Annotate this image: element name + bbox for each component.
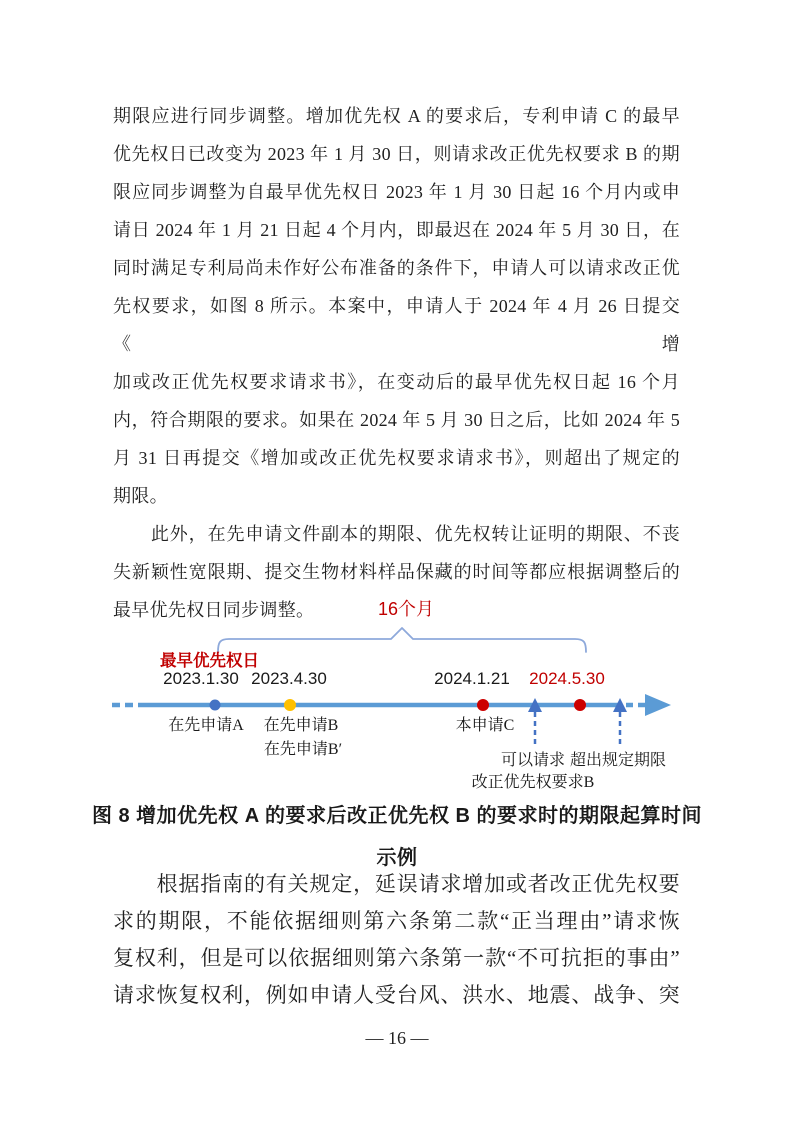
text-line: 月 31 日再提交《增加或改正优先权要求请求书》，则超出了规定的	[113, 448, 680, 468]
text-line: 失新颖性宽限期、提交生物材料样品保藏的时间等都应根据调整后的	[113, 562, 680, 582]
figure-caption-line1: 图 8 增加优先权 A 的要求后改正优先权 B 的要求时的期限起算时间	[91, 805, 703, 827]
text-line: 期限应进行同步调整。增加优先权 A 的要求后，专利申请 C 的最早	[113, 106, 680, 126]
text-line: 同时满足专利局尚未作好公布准备的条件下，申请人可以请求改正优	[113, 258, 680, 278]
text-line: 期限。	[113, 486, 168, 506]
figure-8-timeline-diagram	[0, 590, 794, 797]
text-line: 限应同步调整为自最早优先权日 2023 年 1 月 30 日起 16 个月内或申	[113, 182, 680, 202]
body-text-lower	[113, 866, 680, 1014]
duration-16-months-label: 16个月	[377, 599, 435, 619]
text-line: 先权要求，如图 8 所示。本案中，申请人于 2024 年 4 月 26 日提交《增	[113, 296, 680, 354]
date-label-2024-1-21: 2024.1.21	[434, 669, 510, 688]
event-label-prior-application-b: 在先申请B	[263, 717, 339, 734]
annotation-can-request-line2: 改正优先权要求B	[471, 774, 595, 791]
earliest-priority-date-label: 最早优先权日	[160, 652, 259, 670]
date-label-2024-5-30: 2024.5.30	[529, 669, 605, 688]
text-line: 最早优先权日同步调整。	[113, 600, 315, 620]
date-label-2023-4-30: 2023.4.30	[251, 669, 327, 688]
text-line: 请日 2024 年 1 月 21 日起 4 个月内，即最迟在 2024 年 5 月 30 日，在	[113, 220, 680, 240]
marker-application-b	[284, 699, 296, 711]
text-line: 此外，在先申请文件副本的期限、优先权转让证明的期限、不丧	[113, 524, 680, 544]
paragraph	[113, 866, 680, 1014]
annotation-can-request-line1: 可以请求	[500, 752, 565, 769]
annotation-exceeded-deadline: 超出规定期限	[569, 752, 666, 769]
text-line: 优先权日已改变为 2023 年 1 月 30 日，则请求改正优先权要求 B 的期	[113, 144, 680, 164]
date-label-2023-1-30: 2023.1.30	[163, 669, 239, 688]
event-label-prior-application-a: 在先申请A	[168, 717, 244, 734]
marker-application-a	[210, 700, 221, 711]
body-text-upper	[113, 97, 680, 629]
figure-caption-line2: 示例	[376, 847, 418, 869]
text-line: 复权利，但是可以依据细则第六条第一款“不可抗拒的事由”	[113, 946, 680, 970]
event-label-prior-application-b-prime: 在先申请B′	[263, 741, 343, 758]
text-line: 内，符合期限的要求。如果在 2024 年 5 月 30 日之后，比如 2024 年 5	[113, 410, 680, 430]
timeline-axis	[0, 690, 794, 752]
paragraph	[113, 97, 680, 515]
marker-application-c	[477, 699, 489, 711]
axis-arrowhead-icon	[645, 694, 671, 716]
text-line: 根据指南的有关规定，延误请求增加或者改正优先权要	[113, 872, 680, 896]
marker-deadline-2024-5-30	[574, 699, 586, 711]
page-number: — 16 —	[365, 1028, 429, 1048]
event-label-this-application-c: 本申请C	[455, 717, 515, 734]
text-line: 求的期限，不能依据细则第六条第二款“正当理由”请求恢	[113, 909, 680, 933]
text-line: 加或改正优先权要求请求书》，在变动后的最早优先权日起 16 个月	[113, 372, 680, 392]
text-line: 请求恢复权利，例如申请人受台风、洪水、地震、战争、突	[113, 983, 680, 1007]
